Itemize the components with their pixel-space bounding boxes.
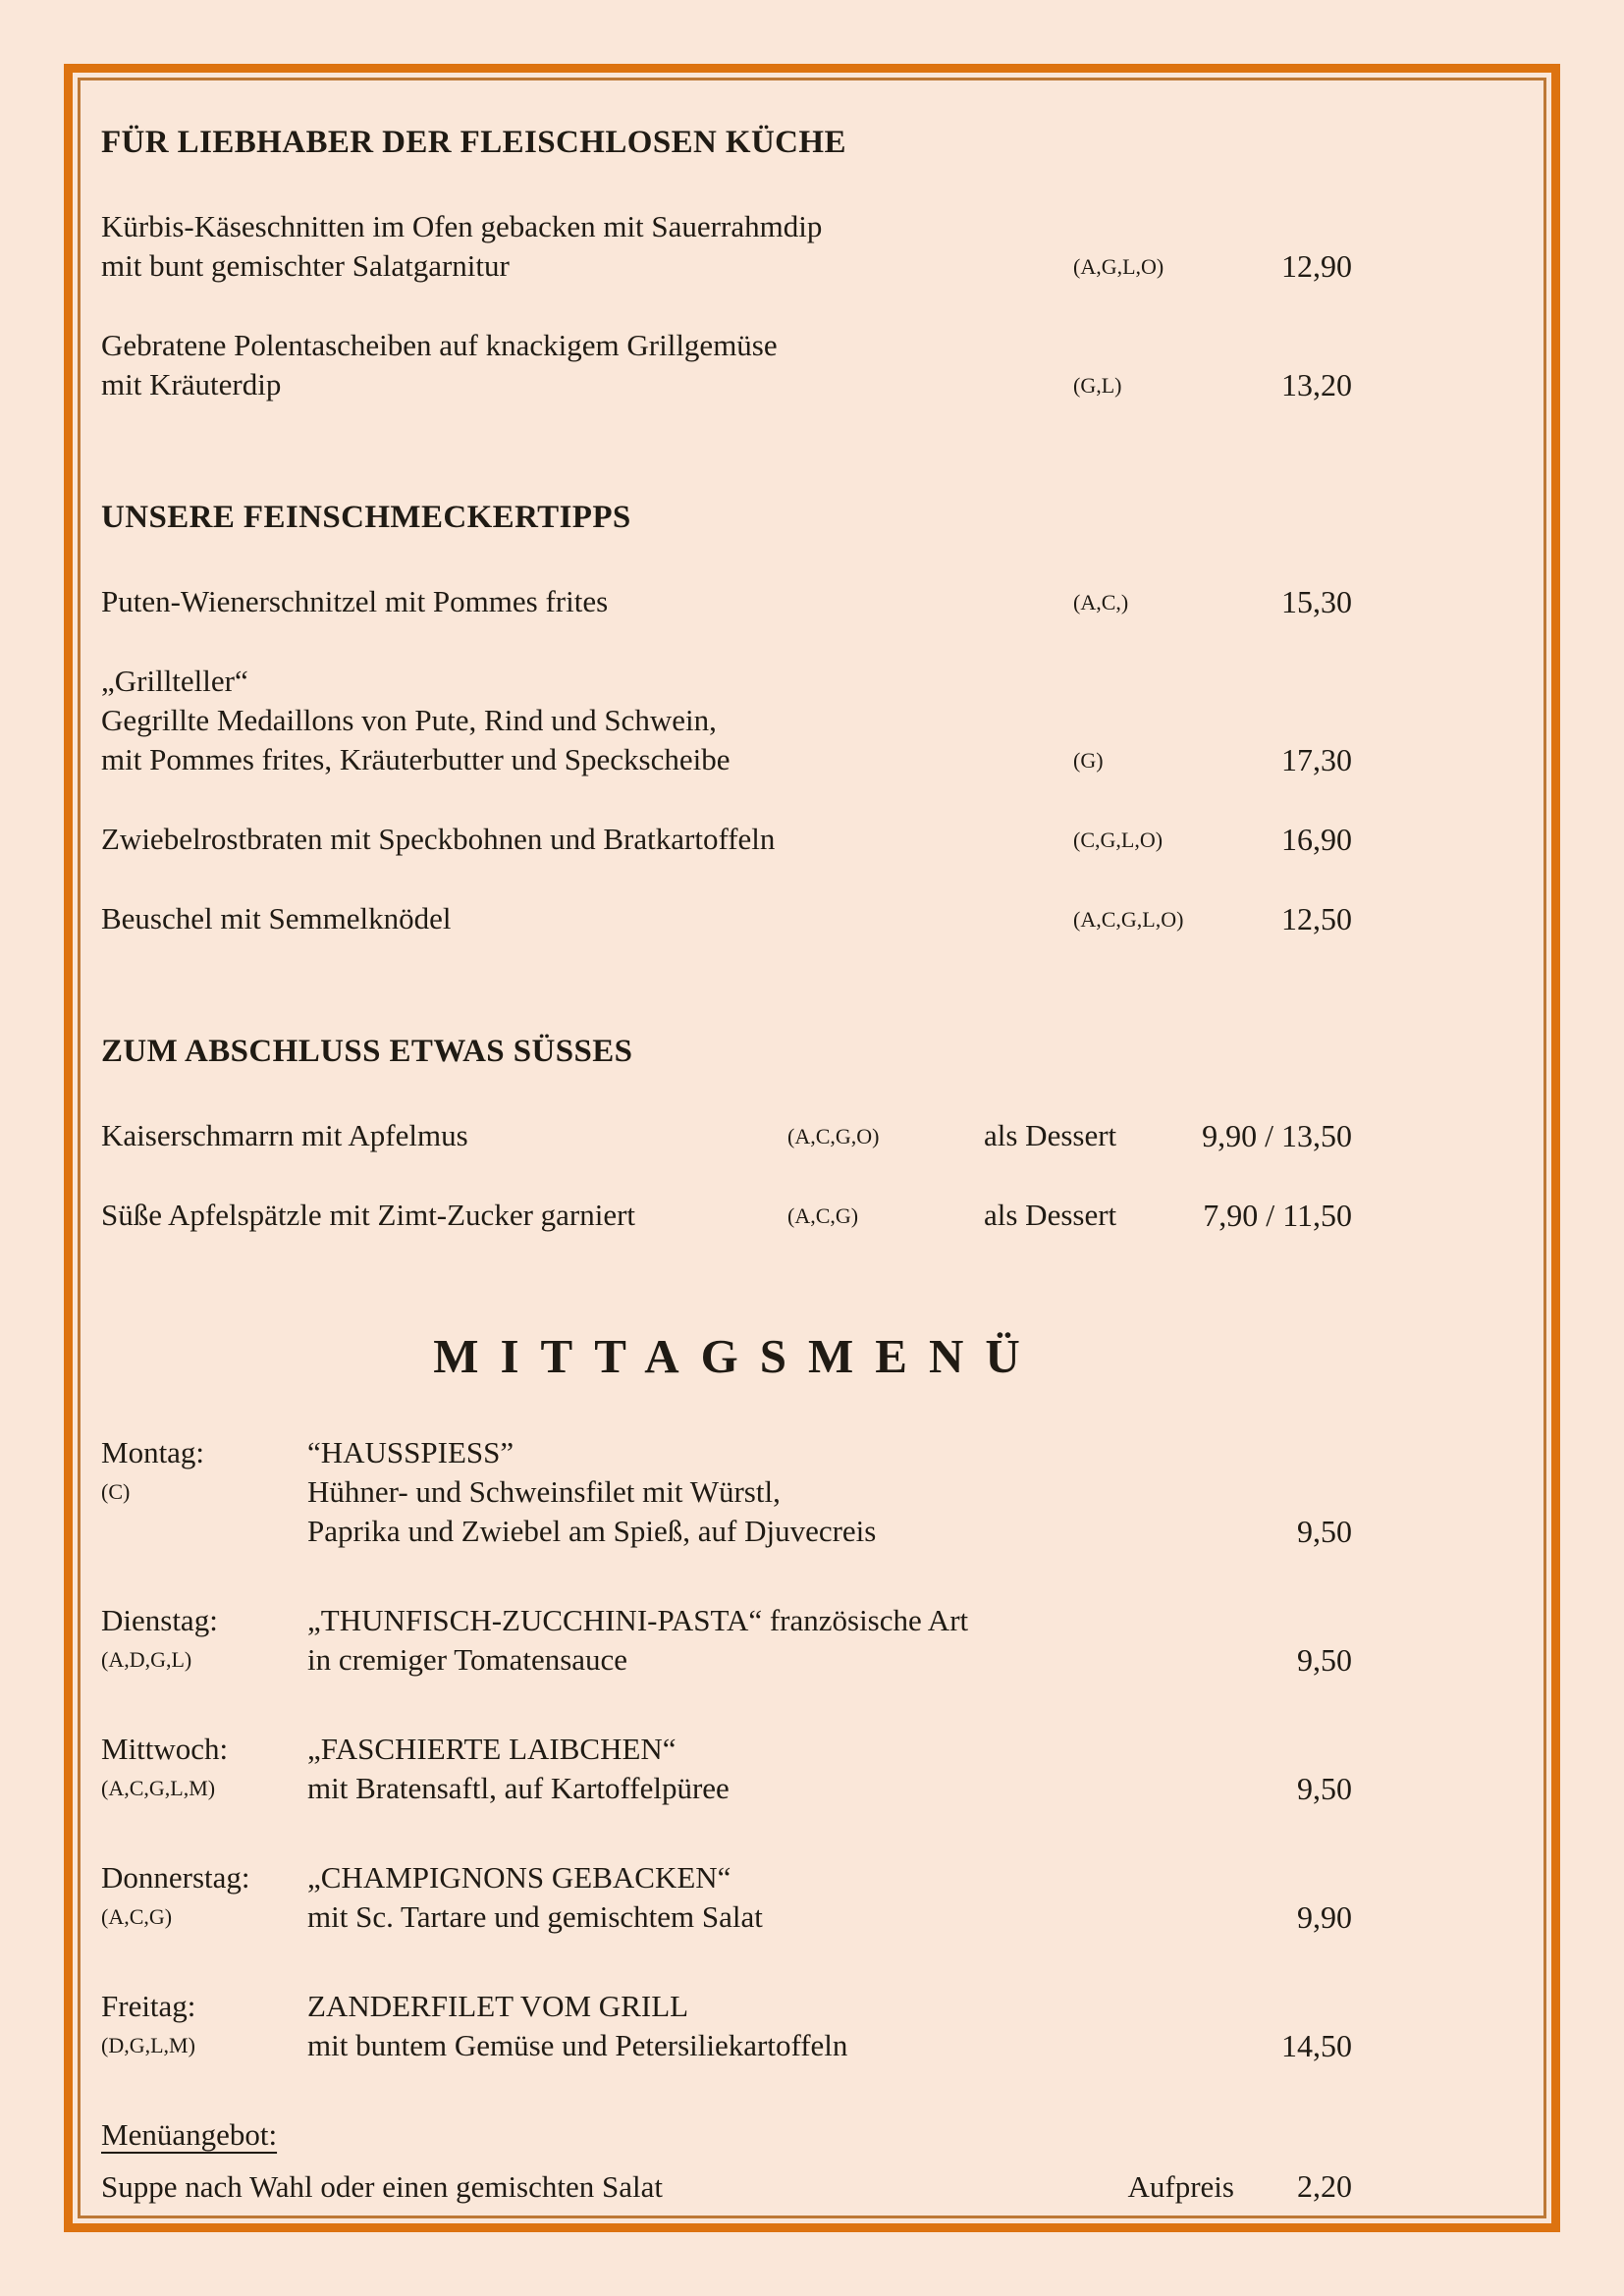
day-column <box>101 1433 307 1551</box>
item-price: 9,50 <box>1297 1771 1352 1806</box>
allergen-codes: (C) <box>101 1479 131 1504</box>
item-name <box>101 820 1038 859</box>
allergen-codes: (G,L) <box>1073 373 1122 398</box>
menu-item <box>101 326 1352 404</box>
day-line: “HAUSSPIESS” <box>307 1435 514 1469</box>
menu-item <box>101 1116 1352 1155</box>
item-line: Kürbis-Käseschnitten im Ofen gebacken mit Sauerrahmdip <box>101 209 823 243</box>
item-price: 15,30 <box>1281 584 1352 619</box>
day-line: „FASCHIERTE LAIBCHEN“ <box>307 1732 677 1766</box>
day-block-mittwoch <box>101 1730 1352 1808</box>
menu-item <box>101 662 1352 779</box>
item-line: mit Pommes frites, Kräuterbutter und Speckscheibe <box>101 742 731 776</box>
allergen-codes: (A,D,G,L) <box>101 1647 192 1672</box>
menu-frame-inner <box>78 78 1546 2218</box>
section-gourmet-tips <box>101 498 1352 938</box>
item-name: Süße Apfelspätzle mit Zimt-Zucker garniert <box>101 1198 636 1232</box>
day-label: Dienstag: <box>101 1603 218 1637</box>
dessert-note: als Dessert <box>984 1118 1117 1152</box>
allergen-codes: (G) <box>1073 748 1104 773</box>
day-block-donnerstag <box>101 1858 1352 1937</box>
allergen-codes: (A,C,G,L,O) <box>1073 907 1184 932</box>
allergen-codes: (A,C,G,O) <box>787 1124 880 1148</box>
day-line: mit Bratensaftl, auf Kartoffelpüree <box>307 1771 730 1805</box>
day-line: „CHAMPIGNONS GEBACKEN“ <box>307 1860 731 1895</box>
day-label: Montag: <box>101 1435 205 1469</box>
allergen-codes: (A,C,G) <box>787 1203 859 1228</box>
dessert-note: als Dessert <box>984 1198 1117 1232</box>
item-name <box>101 207 1038 286</box>
offer-price: 2,20 <box>1297 2168 1352 2204</box>
item-price: 14,50 <box>1281 2028 1352 2063</box>
allergen-codes: (D,G,L,M) <box>101 2033 195 2057</box>
day-line: in cremiger Tomatensauce <box>307 1642 628 1677</box>
item-price: 12,90 <box>1281 248 1352 284</box>
item-price: 16,90 <box>1281 822 1352 857</box>
item-name <box>101 899 1038 938</box>
section-vegetarian <box>101 123 1352 404</box>
item-price: 12,50 <box>1281 901 1352 936</box>
item-line: Gebratene Polentascheiben auf knackigem Grillgemüse <box>101 328 778 362</box>
day-label: Mittwoch: <box>101 1732 229 1766</box>
item-line: Puten-Wienerschnitzel mit Pommes frites <box>101 584 609 618</box>
offer-surcharge-label: Aufpreis <box>1127 2169 1234 2204</box>
day-description <box>307 1730 1234 1808</box>
day-block-dienstag <box>101 1601 1352 1680</box>
item-price: 17,30 <box>1281 742 1352 777</box>
menu-item <box>101 899 1352 938</box>
item-price: 9,90 / 13,50 <box>1202 1118 1352 1153</box>
section-heading: ZUM ABSCHLUSS ETWAS SÜSSES <box>101 1034 633 1069</box>
allergen-codes: (A,C,G,L,M) <box>101 1776 216 1800</box>
day-block-freitag <box>101 1987 1352 2065</box>
day-line: „THUNFISCH-ZUCCHINI-PASTA“ französische Art <box>307 1603 969 1637</box>
allergen-codes: (A,C,G) <box>101 1904 173 1929</box>
day-description <box>307 1987 1234 2065</box>
allergen-codes: (A,G,L,O) <box>1073 254 1164 279</box>
item-price: 13,20 <box>1281 367 1352 402</box>
day-block-montag <box>101 1433 1352 1551</box>
item-price: 9,50 <box>1297 1514 1352 1549</box>
item-line: mit Kräuterdip <box>101 367 282 401</box>
item-line: „Grillteller“ <box>101 664 248 698</box>
day-description <box>307 1433 1234 1551</box>
item-name: Kaiserschmarrn mit Apfelmus <box>101 1118 468 1152</box>
item-name <box>101 582 1038 621</box>
day-line: Paprika und Zwiebel am Spieß, auf Djuvecreis <box>307 1514 877 1548</box>
day-label: Donnerstag: <box>101 1860 250 1895</box>
allergen-codes: (C,G,L,O) <box>1073 828 1164 852</box>
menu-frame-outer <box>64 64 1560 2232</box>
menu-item <box>101 1196 1352 1235</box>
item-name <box>101 662 1038 779</box>
section-desserts <box>101 1032 1352 1235</box>
section-heading: FÜR LIEBHABER DER FLEISCHLOSEN KÜCHE <box>101 125 846 160</box>
item-line: Gegrillte Medaillons von Pute, Rind und Schwein, <box>101 703 717 737</box>
item-price: 9,50 <box>1297 1642 1352 1678</box>
day-line: mit Sc. Tartare und gemischtem Salat <box>307 1899 763 1934</box>
day-description <box>307 1858 1234 1937</box>
offer-row <box>101 2167 1352 2207</box>
menu-offer <box>101 2115 1352 2207</box>
offer-text: Suppe nach Wahl oder einen gemischten Salat <box>101 2169 663 2204</box>
day-line: mit buntem Gemüse und Petersiliekartoffeln <box>307 2028 848 2062</box>
offer-label: Menüangebot: <box>101 2117 278 2152</box>
day-line: ZANDERFILET VOM GRILL <box>307 1989 689 2023</box>
day-column <box>101 1858 307 1937</box>
item-price: 7,90 / 11,50 <box>1203 1198 1352 1233</box>
item-price: 9,90 <box>1297 1899 1352 1935</box>
day-description <box>307 1601 1234 1680</box>
allergen-codes: (A,C,) <box>1073 590 1129 614</box>
menu-item <box>101 207 1352 286</box>
day-column <box>101 1730 307 1808</box>
item-line: Beuschel mit Semmelknödel <box>101 901 452 935</box>
day-column <box>101 1601 307 1680</box>
item-name <box>101 326 1038 404</box>
menu-item <box>101 820 1352 859</box>
lunch-menu-title: MITTAGSMENÜ <box>433 1329 1042 1383</box>
section-heading: UNSERE FEINSCHMECKERTIPPS <box>101 500 631 535</box>
day-line: Hühner- und Schweinsfilet mit Würstl, <box>307 1474 781 1509</box>
item-line: Zwiebelrostbraten mit Speckbohnen und Bratkartoffeln <box>101 822 776 856</box>
day-label: Freitag: <box>101 1989 196 2023</box>
menu-item <box>101 582 1352 621</box>
item-line: mit bunt gemischter Salatgarnitur <box>101 248 510 283</box>
day-column <box>101 1987 307 2065</box>
